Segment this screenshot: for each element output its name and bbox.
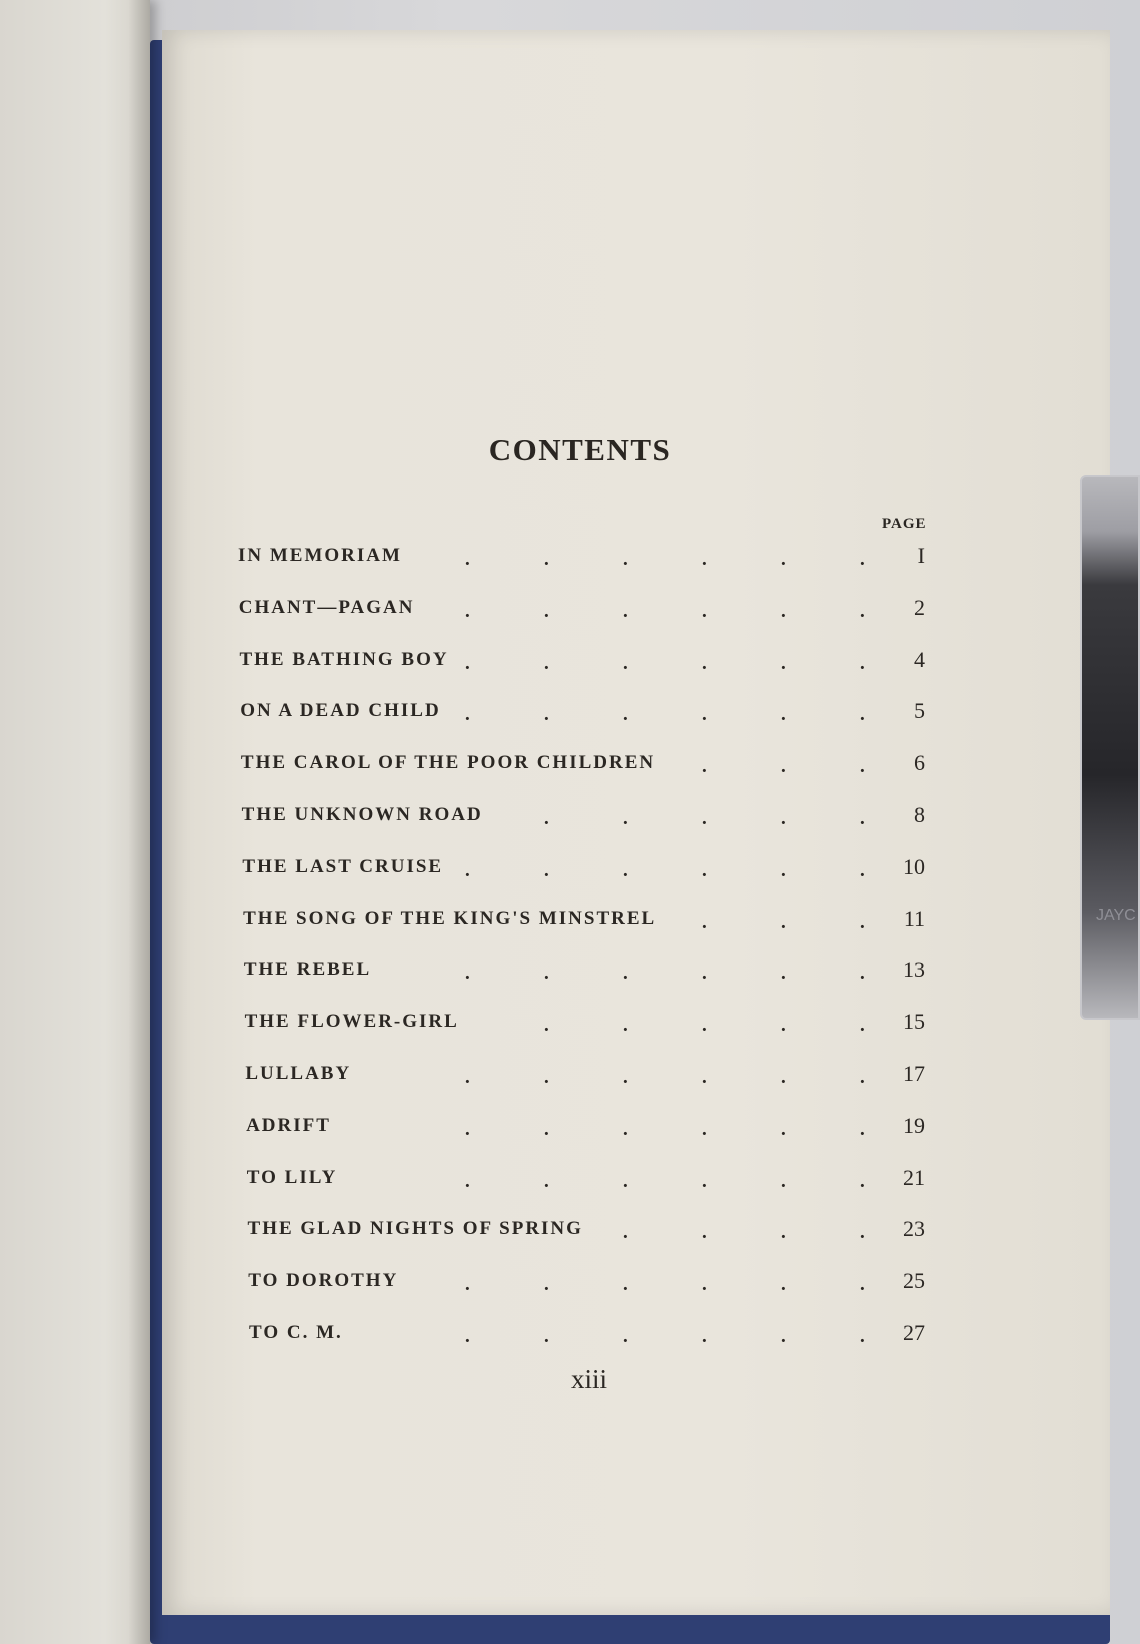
leader-dot: . xyxy=(781,652,786,674)
leader-dot: . xyxy=(860,911,865,933)
toc-entry xyxy=(0,646,1140,679)
leader-dot: . xyxy=(465,1326,470,1347)
toc-entry xyxy=(0,1164,1140,1197)
toc-entry xyxy=(0,545,1140,575)
page-column-label: PAGE xyxy=(882,516,927,532)
leader-dot: . xyxy=(860,963,865,985)
leader-dot: . xyxy=(781,1326,786,1347)
toc-entry-page-number: 13 xyxy=(903,957,925,983)
leader-dot: . xyxy=(623,963,628,985)
toc-entry-page-number: 8 xyxy=(914,802,925,827)
toc-entry-title: TO LILY xyxy=(246,1166,338,1188)
toc-entry-title: THE REBEL xyxy=(243,959,372,981)
leader-dot: . xyxy=(781,1170,786,1192)
leader-dot: . xyxy=(702,1170,707,1192)
leader-dot: . xyxy=(623,1274,628,1296)
leader-dot: . xyxy=(544,1274,549,1296)
toc-entry-title: CHANT—PAGAN xyxy=(238,596,415,618)
toc-entry-page-number: 19 xyxy=(903,1112,925,1138)
leader-dot: . xyxy=(544,859,549,881)
leader-dot: . xyxy=(781,1274,786,1296)
leader-dot: . xyxy=(702,652,707,674)
toc-entry xyxy=(0,804,1140,834)
toc-entry-page-number: 2 xyxy=(914,594,925,620)
leader-dot: . xyxy=(702,704,707,726)
leader-dot: . xyxy=(465,1067,470,1088)
leader-dot: . xyxy=(465,704,470,726)
clip-label: JAYC xyxy=(1096,907,1136,924)
toc-entry xyxy=(0,594,1140,627)
leader-dot: . xyxy=(702,859,707,881)
toc-entry-page-number: 6 xyxy=(914,750,925,776)
leader-dot: . xyxy=(544,1170,549,1192)
toc-entry xyxy=(0,1322,1140,1352)
toc-entry-title: THE LAST CRUISE xyxy=(242,855,444,877)
leader-dot: . xyxy=(702,549,707,570)
toc-entry-page-number: 5 xyxy=(914,698,925,724)
leader-dot: . xyxy=(702,808,707,829)
contents-heading: CONTENTS xyxy=(488,432,672,467)
toc-entry xyxy=(0,1063,1140,1093)
toc-entry xyxy=(0,1112,1140,1145)
leader-dot: . xyxy=(702,1118,707,1140)
leader-dot: . xyxy=(781,859,786,881)
leader-dot: . xyxy=(860,1274,865,1296)
leader-dot: . xyxy=(465,600,470,622)
leader-dot: . xyxy=(781,1118,786,1140)
toc-entry-page-number: 11 xyxy=(903,905,925,931)
toc-entry xyxy=(0,1011,1140,1041)
leader-dot: . xyxy=(702,600,707,622)
leader-dot: . xyxy=(860,1015,865,1037)
leader-dot: . xyxy=(623,600,628,622)
toc-entry xyxy=(0,959,1140,989)
folio-page-number: xiii xyxy=(570,1364,607,1394)
leader-dot: . xyxy=(781,704,786,726)
leader-dot: . xyxy=(860,1118,865,1140)
leader-dot: . xyxy=(544,963,549,985)
toc-entry xyxy=(0,853,1140,886)
leader-dot: . xyxy=(860,1222,865,1244)
leader-dot: . xyxy=(860,1170,865,1192)
leader-dot: . xyxy=(781,808,786,829)
leader-dot: . xyxy=(781,600,786,622)
toc-entry-title: THE BATHING BOY xyxy=(239,648,449,670)
toc-entry-title: ON A DEAD CHILD xyxy=(240,700,441,722)
leader-dot: . xyxy=(544,1067,549,1088)
leader-dot: . xyxy=(781,756,786,778)
toc-entry xyxy=(0,905,1140,938)
toc-entry-title: TO DOROTHY xyxy=(248,1270,399,1292)
leader-dot: . xyxy=(860,808,865,829)
leader-dot: . xyxy=(781,549,786,570)
toc-entry-page-number: 25 xyxy=(903,1268,925,1294)
leader-dot: . xyxy=(544,808,549,829)
toc-entry-page-number: 21 xyxy=(903,1164,925,1190)
toc-entry xyxy=(0,1270,1140,1300)
toc-entry xyxy=(0,700,1140,730)
toc-entry-title: ADRIFT xyxy=(246,1114,331,1136)
leader-dot: . xyxy=(623,1170,628,1192)
leader-dot: . xyxy=(781,1067,786,1088)
leader-dot: . xyxy=(623,549,628,570)
leader-dot: . xyxy=(781,1015,786,1037)
leader-dot: . xyxy=(623,1067,628,1088)
toc-entry-page-number: 17 xyxy=(903,1061,925,1086)
leader-dot: . xyxy=(781,963,786,985)
leader-dot: . xyxy=(623,859,628,881)
leader-dot: . xyxy=(860,756,865,778)
leader-dot: . xyxy=(544,1118,549,1140)
toc-entry-title: THE UNKNOWN ROAD xyxy=(241,804,483,825)
leader-dot: . xyxy=(465,1274,470,1296)
leader-dot: . xyxy=(702,1274,707,1296)
leader-dot: . xyxy=(781,1222,786,1244)
leader-dot: . xyxy=(702,911,707,933)
leader-dot: . xyxy=(702,1326,707,1347)
leader-dot: . xyxy=(465,1170,470,1192)
leader-dot: . xyxy=(465,1118,470,1140)
leader-dot: . xyxy=(623,652,628,674)
leader-dot: . xyxy=(623,1222,628,1244)
toc-entry-page-number: I xyxy=(917,543,925,568)
leader-dot: . xyxy=(860,549,865,570)
toc-entry-page-number: 23 xyxy=(903,1216,925,1242)
leader-dot: . xyxy=(860,652,865,674)
toc-entry-page-number: 27 xyxy=(903,1320,925,1345)
leader-dot: . xyxy=(860,859,865,881)
toc-entry-page-number: 15 xyxy=(903,1009,925,1035)
toc-entry-page-number: 4 xyxy=(914,646,925,672)
toc-entry-title: TO C. M. xyxy=(249,1322,343,1343)
leader-dot: . xyxy=(702,1222,707,1244)
leader-dot: . xyxy=(702,756,707,778)
leader-dot: . xyxy=(465,859,470,881)
toc-entry-title: THE CAROL OF THE POOR CHILDREN xyxy=(240,752,656,774)
leader-dot: . xyxy=(623,704,628,726)
leader-dot: . xyxy=(781,911,786,933)
leader-dot: . xyxy=(623,808,628,829)
leader-dot: . xyxy=(544,1326,549,1347)
toc-entry-title: IN MEMORIAM xyxy=(238,545,402,566)
toc-entry xyxy=(0,1218,1140,1248)
toc-entry xyxy=(0,752,1140,782)
leader-dot: . xyxy=(465,963,470,985)
leader-dot: . xyxy=(623,1326,628,1347)
leader-dot: . xyxy=(465,652,470,674)
leader-dot: . xyxy=(544,652,549,674)
leader-dot: . xyxy=(860,1067,865,1088)
leader-dot: . xyxy=(465,549,470,570)
leader-dot: . xyxy=(544,704,549,726)
leader-dot: . xyxy=(702,963,707,985)
leader-dot: . xyxy=(860,1326,865,1347)
leader-dot: . xyxy=(544,549,549,570)
leader-dot: . xyxy=(544,1015,549,1037)
leader-dot: . xyxy=(623,1118,628,1140)
toc-entry-title: THE SONG OF THE KING'S MINSTREL xyxy=(243,907,657,929)
toc-entry-title: THE FLOWER-GIRL xyxy=(244,1011,459,1033)
leader-dot: . xyxy=(623,1015,628,1037)
leader-dot: . xyxy=(544,600,549,622)
toc-entry-title: THE GLAD NIGHTS OF SPRING xyxy=(247,1218,583,1240)
leader-dot: . xyxy=(702,1015,707,1037)
leader-dot: . xyxy=(860,600,865,622)
leader-dot: . xyxy=(702,1067,707,1088)
toc-entry-title: LULLABY xyxy=(245,1063,352,1084)
leader-dot: . xyxy=(860,704,865,726)
toc-entry-page-number: 10 xyxy=(903,853,925,879)
